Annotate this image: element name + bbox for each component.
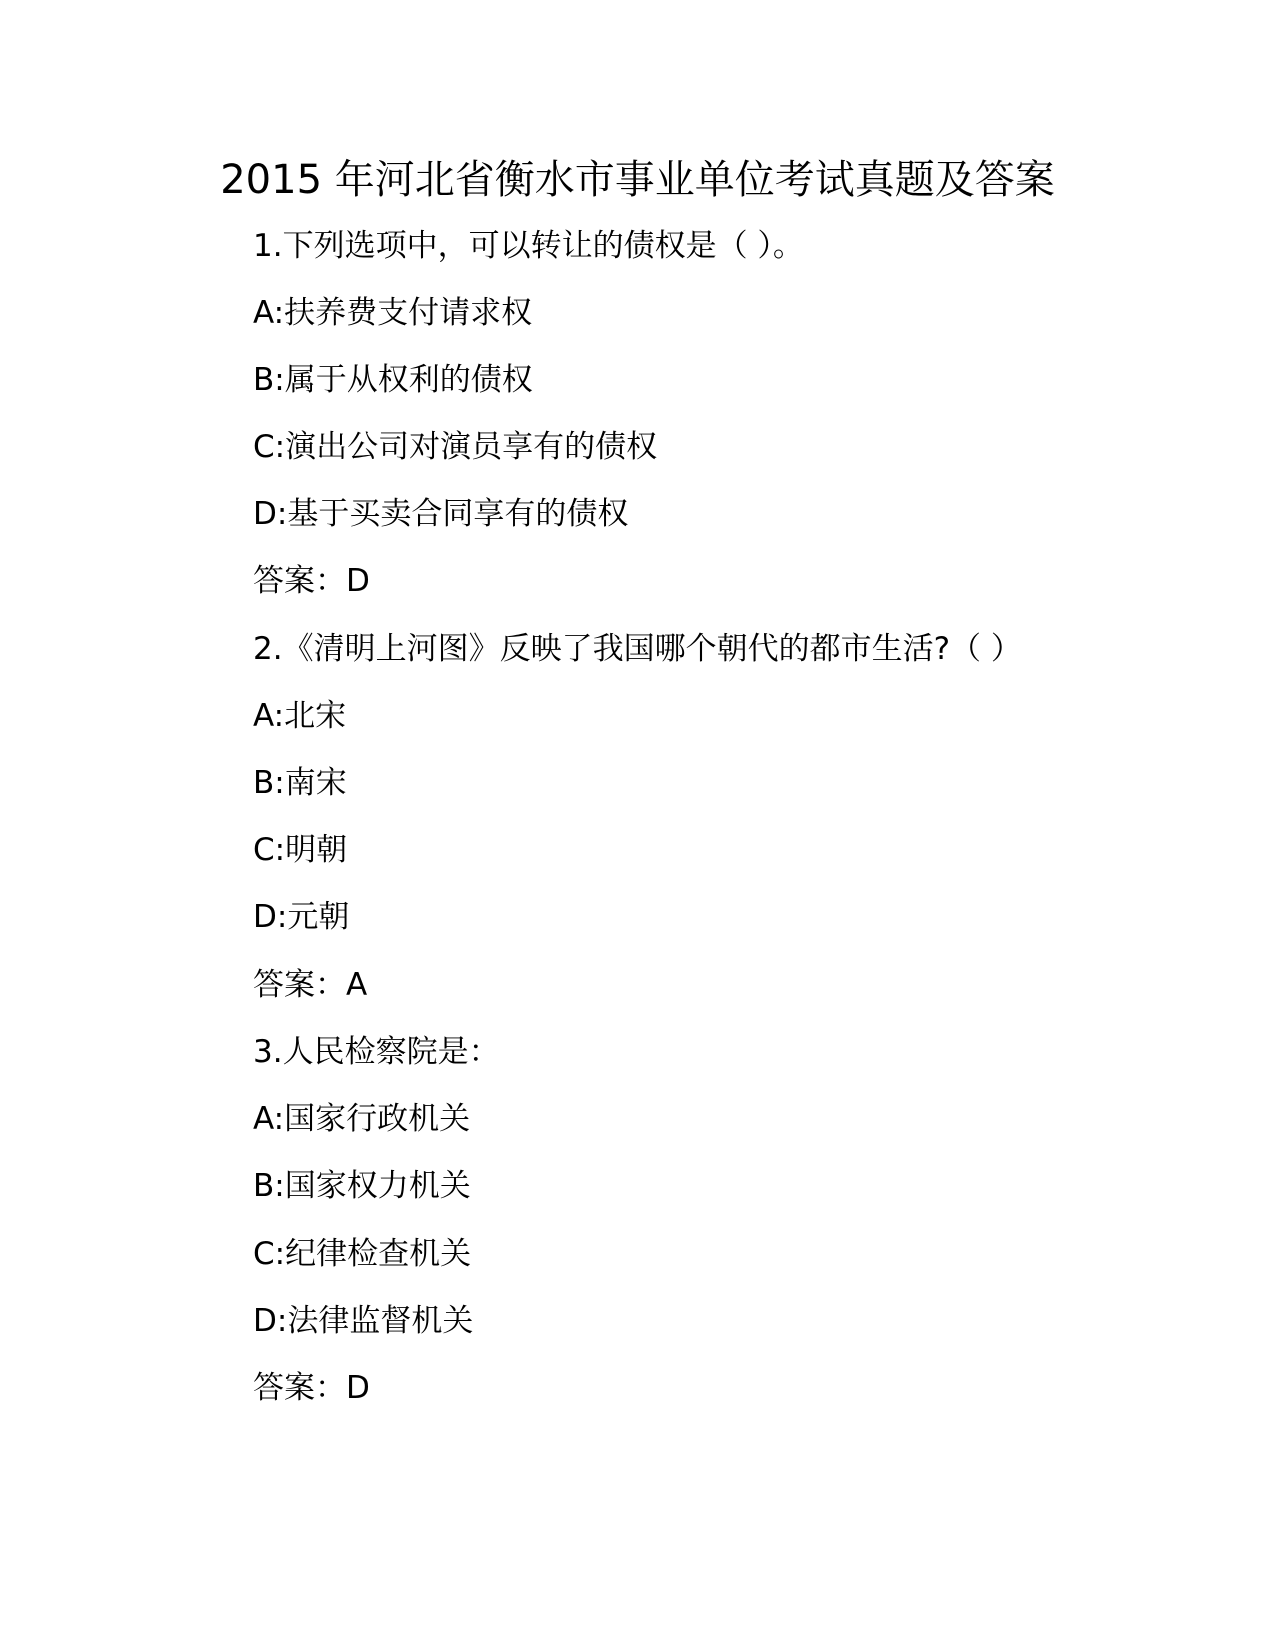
question-2-option-a: A:北宋 bbox=[253, 698, 347, 734]
question-2-answer: 答案：A bbox=[253, 967, 368, 1003]
question-1-answer: 答案：D bbox=[253, 563, 370, 599]
question-3-option-d: D:法律监督机关 bbox=[253, 1303, 474, 1339]
question-1-option-b: B:属于从权利的债权 bbox=[253, 362, 533, 398]
document-title: 2015 年河北省衡水市事业单位考试真题及答案 bbox=[220, 157, 1055, 203]
question-2-option-c: C:明朝 bbox=[253, 832, 348, 868]
question-3-option-b: B:国家权力机关 bbox=[253, 1168, 471, 1204]
question-1-stem: 1.下列选项中，可以转让的债权是（ ）。 bbox=[253, 228, 804, 264]
question-2-stem: 2.《清明上河图》反映了我国哪个朝代的都市生活?（ ） bbox=[253, 631, 1022, 667]
question-1-option-d: D:基于买卖合同享有的债权 bbox=[253, 496, 629, 532]
question-3-answer: 答案：D bbox=[253, 1370, 370, 1406]
question-1-option-c: C:演出公司对演员享有的债权 bbox=[253, 429, 658, 465]
question-3-stem: 3.人民检察院是： bbox=[253, 1034, 500, 1070]
question-3-option-a: A:国家行政机关 bbox=[253, 1101, 471, 1137]
question-1-option-a: A:扶养费支付请求权 bbox=[253, 295, 533, 331]
question-3-option-c: C:纪律检查机关 bbox=[253, 1236, 472, 1272]
question-2-option-d: D:元朝 bbox=[253, 899, 350, 935]
question-2-option-b: B:南宋 bbox=[253, 765, 347, 801]
